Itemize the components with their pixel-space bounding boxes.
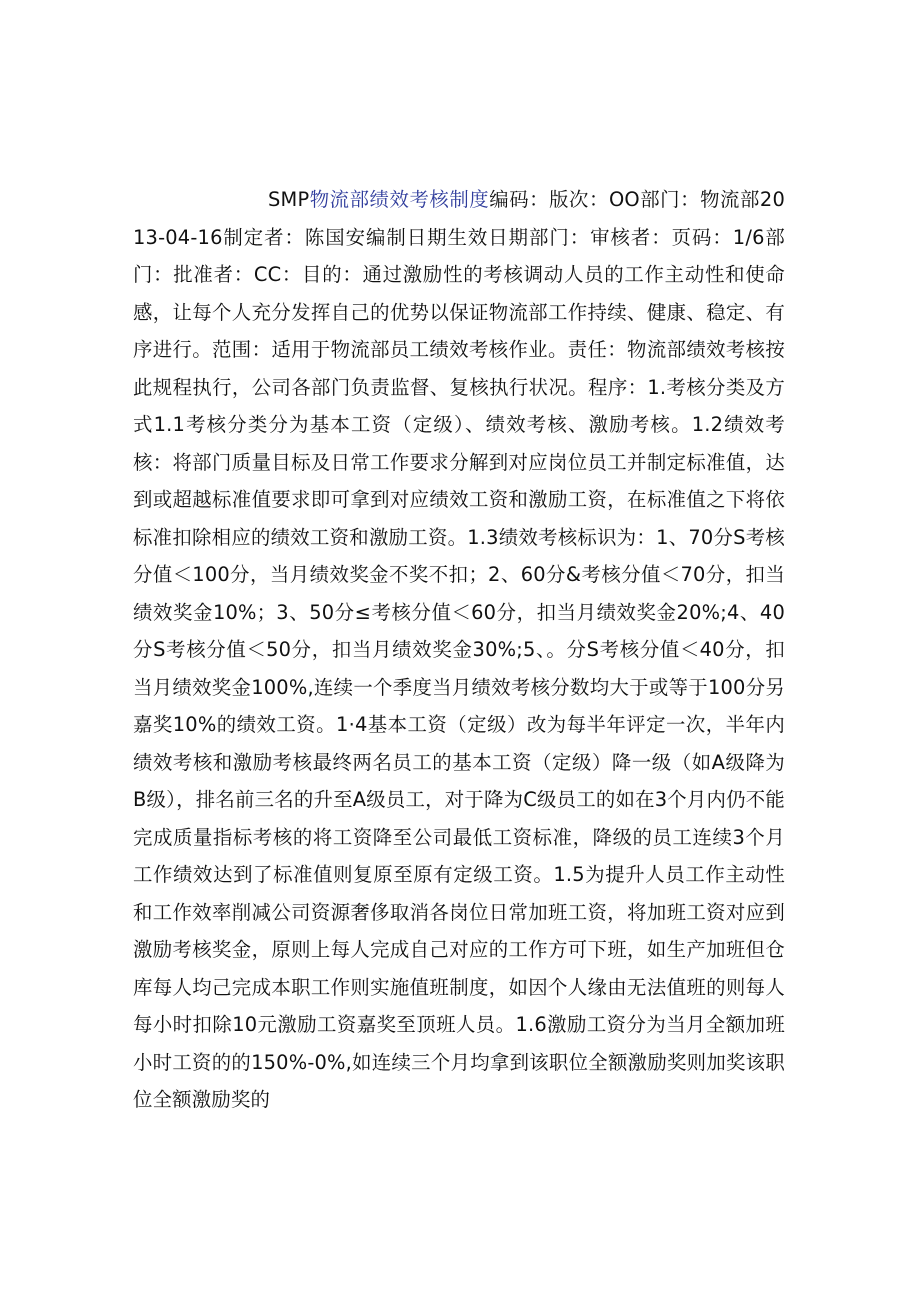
document-body [133, 181, 785, 1119]
document-title: 物流部绩效考核制度 [309, 188, 490, 212]
document-body-text: 编码：版次：OO部门：物流部2013-04-16制定者：陈国安编制日期生效日期部门：审核者：页码：1/6部门：批准者：CC：目的：通过激励性的考核调动人员的工作主动性和使命感，让每个人充分发挥自己的优势以保证物流部工作持续、健康、稳定、有序进行。范围：适用于物流部员工绩效考核作业。责任：物流部绩效考核按此规程执行，公司各部门负责监督、复核执行状况。程序：1.考核分类及方式1.1考核分类分为基本工资（定级）、绩效考核、激励考核。1.2绩效考核：将部门质量目标及日常工作要求分解到对应岗位员工并制定标准值，达到或超越标准值要求即可拿到对应绩效工资和激励工资，在标准值之下将依标准扣除相应的绩效工资和激励工资。1.3绩效考核标识为：1、70分S考核分值＜100分，当月绩效奖金不奖不扣；2、60分&考核分值＜70分，扣当绩效奖金10%；3、50分≤考核分值＜60分，扣当月绩效奖金20%;4、40分S考核分值＜50分，扣当月绩效奖金30%;5、。分S考核分值＜40分，扣当月绩效奖金100%,连续一个季度当月绩效考核分数均大于或等于100分另嘉奖10%的绩效工资。1·4基本工资（定级）改为每半年评定一次，半年内绩效考核和激励考核最终两名员工的基本工资（定级）降一级（如A级降为B级），排名前三名的升至A级员工，对于降为C级员工的如在3个月内仍不能完成质量指标考核的将工资降至公司最低工资标准，降级的员工连续3个月工作绩效达到了标准值则复原至原有定级工资。1.5为提升人员工作主动性和工作效率削减公司资源奢侈取消各岗位日常加班工资，将加班工资对应到激励考核奖金，原则上每人完成自己对应的工作方可下班，如生产加班但仓库每人均己完成本职工作则实施值班制度，如因个人缘由无法值班的则每人每小时扣除10元激励工资嘉奖至顶班人员。1.6激励工资分为当月全额加班小时工资的的150%-0%,如连续三个月均拿到该职位全额激励奖则加奖该职位全额激励奖的 [133, 188, 785, 1112]
title-prefix: SMP [268, 188, 310, 212]
